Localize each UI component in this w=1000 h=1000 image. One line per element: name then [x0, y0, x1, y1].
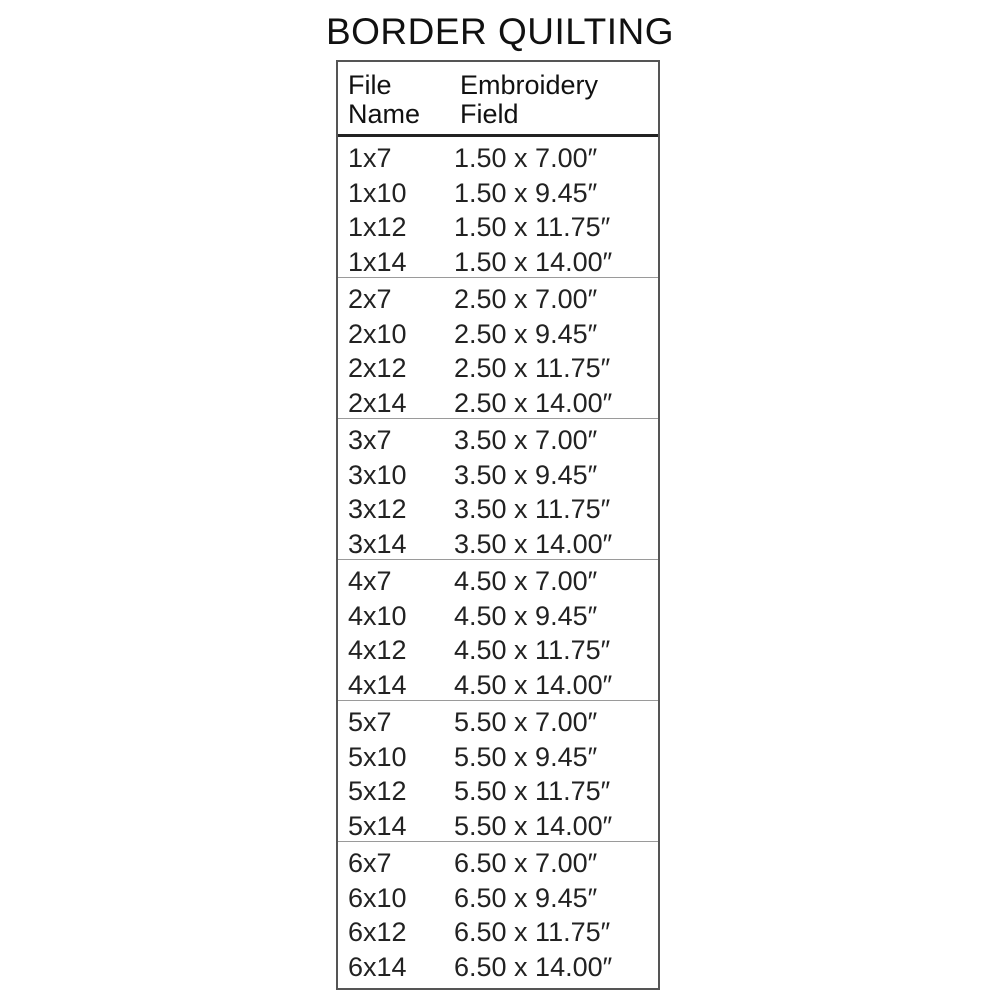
table-row — [338, 141, 658, 176]
table-row — [338, 809, 658, 844]
file-name-cell: 6x12 — [348, 917, 407, 947]
row-group — [338, 842, 658, 983]
file-name-cell: 5x7 — [348, 707, 392, 737]
table-row — [338, 317, 658, 352]
table-row — [338, 282, 658, 317]
page-title: BORDER QUILTING — [325, 11, 675, 52]
table-row — [338, 668, 658, 703]
file-name-cell: 1x14 — [348, 246, 407, 277]
embroidery-field-cell: 6.50 x 9.45″ — [454, 882, 598, 913]
file-name-cell: 3x10 — [348, 459, 407, 490]
embroidery-field-cell: 2.50 x 9.45″ — [454, 318, 598, 349]
file-name-cell: 6x10 — [348, 882, 407, 913]
embroidery-field-cell: 3.50 x 11.75″ — [454, 494, 611, 524]
embroidery-field-cell: 1.50 x 14.00″ — [454, 246, 613, 277]
file-name-cell: 6x14 — [348, 951, 407, 982]
file-name-cell: 4x7 — [348, 566, 392, 596]
row-group — [338, 137, 658, 278]
file-name-cell: 3x12 — [348, 494, 407, 524]
embroidery-field-cell: 6.50 x 14.00″ — [454, 951, 613, 982]
embroidery-field-cell: 4.50 x 7.00″ — [454, 566, 598, 596]
row-group — [338, 560, 658, 701]
table-row — [338, 176, 658, 211]
embroidery-field-cell: 3.50 x 9.45″ — [454, 459, 598, 490]
column-header-embroidery-field-line-2: Field — [460, 99, 519, 129]
file-name-cell: 5x14 — [348, 810, 407, 841]
table-row — [338, 423, 658, 458]
column-header-embroidery-field-line-1: Embroidery — [460, 70, 599, 100]
file-name-cell: 1x12 — [348, 212, 407, 242]
row-group — [338, 278, 658, 419]
embroidery-field-cell: 2.50 x 14.00″ — [454, 387, 613, 418]
embroidery-field-cell: 5.50 x 14.00″ — [454, 810, 613, 841]
table-row — [338, 881, 658, 916]
table-row — [338, 458, 658, 493]
file-name-cell: 5x10 — [348, 741, 407, 772]
file-name-cell: 5x12 — [348, 776, 407, 806]
embroidery-field-cell: 1.50 x 9.45″ — [454, 177, 598, 208]
embroidery-field-cell: 1.50 x 11.75″ — [454, 212, 611, 242]
embroidery-field-cell: 5.50 x 11.75″ — [454, 776, 611, 806]
file-name-cell: 1x7 — [348, 143, 392, 173]
table-row — [338, 633, 658, 668]
file-name-cell: 4x12 — [348, 635, 407, 665]
table-row — [338, 774, 658, 809]
size-table — [336, 60, 660, 990]
column-header-embroidery-field — [460, 71, 660, 129]
file-name-cell: 2x12 — [348, 353, 407, 383]
embroidery-field-cell: 2.50 x 7.00″ — [454, 284, 598, 314]
column-header-file-name-line-1: File — [348, 70, 392, 100]
column-header-file-name — [348, 71, 448, 129]
embroidery-field-cell: 3.50 x 7.00″ — [454, 425, 598, 455]
table-row — [338, 915, 658, 950]
table-row — [338, 210, 658, 245]
file-name-cell: 3x7 — [348, 425, 392, 455]
table-row — [338, 705, 658, 740]
table-row — [338, 386, 658, 421]
embroidery-field-cell: 5.50 x 7.00″ — [454, 707, 598, 737]
table-row — [338, 245, 658, 280]
row-group — [338, 701, 658, 842]
table-row — [338, 527, 658, 562]
embroidery-field-cell: 4.50 x 11.75″ — [454, 635, 611, 665]
embroidery-field-cell: 5.50 x 9.45″ — [454, 741, 598, 772]
table-row — [338, 564, 658, 599]
embroidery-field-cell: 3.50 x 14.00″ — [454, 528, 613, 559]
file-name-cell: 2x7 — [348, 284, 392, 314]
file-name-cell: 1x10 — [348, 177, 407, 208]
file-name-cell: 6x7 — [348, 848, 392, 878]
embroidery-field-cell: 6.50 x 7.00″ — [454, 848, 598, 878]
file-name-cell: 2x10 — [348, 318, 407, 349]
table-row — [338, 492, 658, 527]
embroidery-field-cell: 4.50 x 14.00″ — [454, 669, 613, 700]
embroidery-field-cell: 2.50 x 11.75″ — [454, 353, 611, 383]
column-header-file-name-line-2: Name — [348, 99, 421, 129]
row-group — [338, 419, 658, 560]
table-header — [338, 62, 658, 137]
table-row — [338, 950, 658, 985]
table-row — [338, 599, 658, 634]
table-row — [338, 740, 658, 775]
embroidery-field-cell: 4.50 x 9.45″ — [454, 600, 598, 631]
table-row — [338, 351, 658, 386]
file-name-cell: 3x14 — [348, 528, 407, 559]
file-name-cell: 2x14 — [348, 387, 407, 418]
embroidery-field-cell: 6.50 x 11.75″ — [454, 917, 611, 947]
table-body — [338, 137, 658, 983]
file-name-cell: 4x14 — [348, 669, 407, 700]
file-name-cell: 4x10 — [348, 600, 407, 631]
table-row — [338, 846, 658, 881]
embroidery-field-cell: 1.50 x 7.00″ — [454, 143, 598, 173]
